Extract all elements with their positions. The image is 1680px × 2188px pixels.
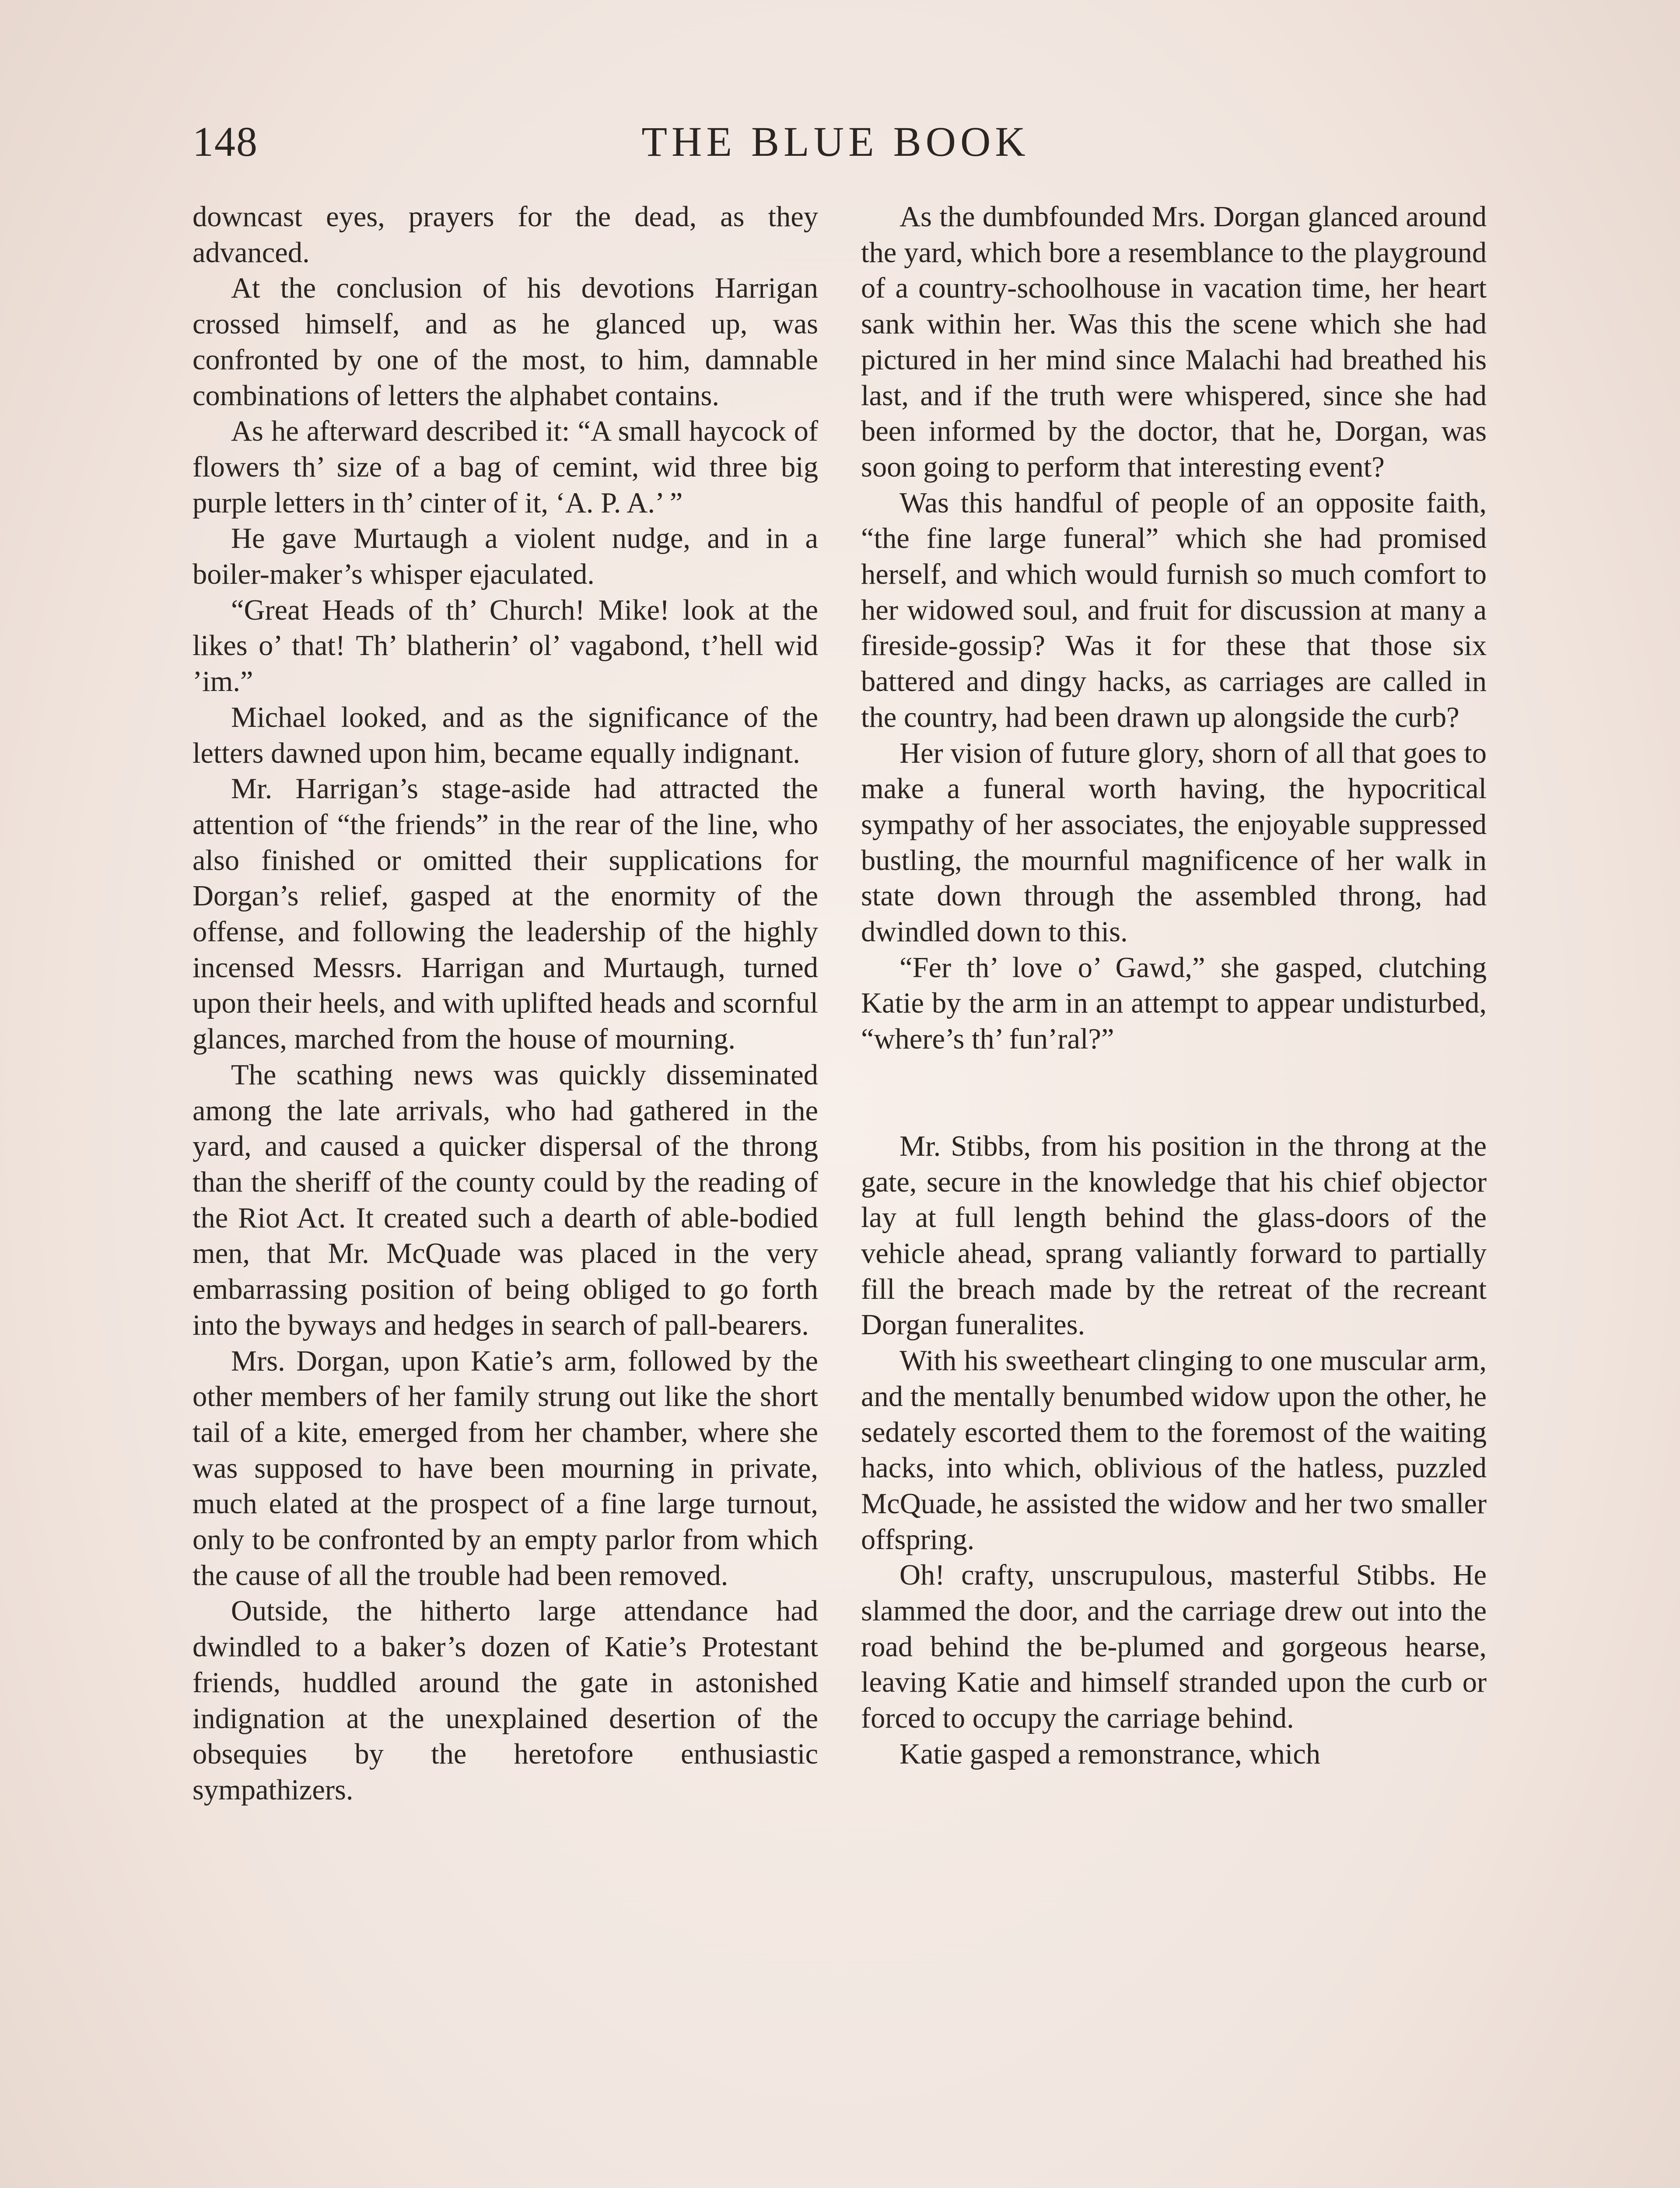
- page-header: [192, 117, 1479, 179]
- paragraph: Was this handful of people of an opposite faith, “the fine large funeral” which she had promised herself, and which would furnish so much comfort to her widowed soul, and fruit for discussion at many a fireside-gossip? Was it for these that those six battered and dingy hacks, as carriages are called in the country, had been drawn up alongside the curb?: [861, 487, 1487, 733]
- page-number: 148: [192, 118, 258, 165]
- paragraph: Katie gasped a remonstrance, which: [900, 1738, 1321, 1770]
- paragraph: At the conclusion of his devotions Harrigan crossed himself, and as he glanced up, was confronted by one of the most, to him, damnable combinations of letters the alphabet contains.: [192, 272, 818, 412]
- running-head: THE BLUE BOOK: [641, 118, 1030, 165]
- paragraph: downcast eyes, prayers for the dead, as they advanced.: [192, 201, 818, 269]
- paragraph: “Great Heads of th’ Church! Mike! look at the likes o’ that! Th’ blatherin’ ol’ vagabond, t’hell wid ’im.”: [192, 594, 818, 698]
- section-break: [861, 1057, 1487, 1129]
- paragraph: “Fer th’ love o’ Gawd,” she gasped, clutching Katie by the arm in an attempt to appear undisturbed, “where’s th’ fun’ral?”: [861, 951, 1487, 1055]
- paragraph: He gave Murtaugh a violent nudge, and in a boiler-maker’s whisper ejaculated.: [192, 522, 818, 591]
- paragraph: Mr. Stibbs, from his position in the throng at the gate, secure in the knowledge that his chief objector lay at full length behind the glass-doors of the vehicle ahead, sprang valiantly forward to partially fill the breach made by the retreat of the recreant Dorgan funeralites.: [861, 1130, 1487, 1341]
- paragraph: As the dumbfounded Mrs. Dorgan glanced around the yard, which bore a resemblance to the playground of a country-schoolhouse in vacation time, her heart sank within her. Was this the scene which she had pictured in her mind since Malachi had breathed his last, and if the truth were whispered, since she had been informed by the doctor, that he, Dorgan, was soon going to perform that interesting event?: [861, 201, 1487, 483]
- paragraph: Oh! crafty, unscrupulous, masterful Stibbs. He slammed the door, and the carriage drew out into the road behind the be-plumed and gorgeous hearse, leaving Katie and himself stranded upon the curb or forced to occupy the carriage behind.: [861, 1559, 1487, 1735]
- right-column: [861, 199, 1487, 1772]
- paragraph: As he afterward described it: “A small haycock of flowers th’ size of a bag of cemint, wid three big purple letters in th’ cinter of it, ‘A. P. A.’ ”: [192, 415, 818, 519]
- paragraph: With his sweetheart clinging to one muscular arm, and the mentally benumbed widow upon the other, he sedately escorted them to the foremost of the waiting hacks, into which, oblivious of the hatless, puzzled McQuade, he assisted the widow and her two smaller offspring.: [861, 1345, 1487, 1556]
- paragraph: Mrs. Dorgan, upon Katie’s arm, followed by the other members of her family strung out like the short tail of a kite, emerged from her chamber, where she was supposed to have been mourning in private, much elated at the prospect of a fine large turnout, only to be confronted by an empty parlor from which the cause of all the trouble had been removed.: [192, 1345, 818, 1592]
- paragraph: Her vision of future glory, shorn of all that goes to make a funeral worth having, the hypocritical sympathy of her associates, the enjoyable suppressed bustling, the mournful magnificence of her walk in state down through the assembled throng, had dwindled down to this.: [861, 737, 1487, 948]
- left-column: [192, 199, 818, 1808]
- paragraph: Michael looked, and as the significance of the letters dawned upon him, became equally indignant.: [192, 701, 818, 769]
- paragraph: Outside, the hitherto large attendance had dwindled to a baker’s dozen of Katie’s Protestant friends, huddled around the gate in astonished indignation at the unexplained desertion of the obsequies by the heretofore enthusiastic sympathizers.: [192, 1595, 818, 1806]
- paragraph: Mr. Harrigan’s stage-aside had attracted the attention of “the friends” in the rear of the line, who also finished or omitted their supplications for Dorgan’s relief, gasped at the enormity of the offense, and following the leadership of the highly incensed Messrs. Harrigan and Murtaugh, turned upon their heels, and with uplifted heads and scornful glances, marched from the house of mourning.: [192, 773, 818, 1055]
- paragraph: The scathing news was quickly disseminated among the late arrivals, who had gathered in the yard, and caused a quicker dispersal of the throng than the sheriff of the county could by the reading of the Riot Act. It created such a dearth of able-bodied men, that Mr. McQuade was placed in the very embarrassing position of being obliged to go forth into the byways and hedges in search of pall-bearers.: [192, 1059, 818, 1341]
